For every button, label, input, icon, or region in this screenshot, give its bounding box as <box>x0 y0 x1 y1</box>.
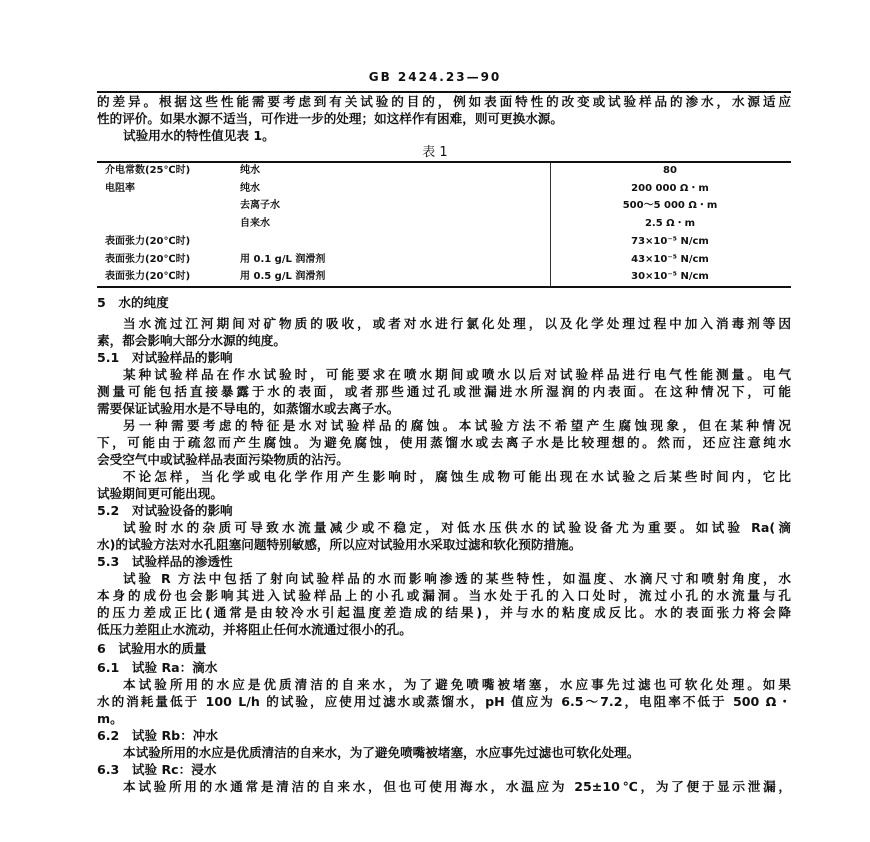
value-cell: 73×10⁻⁵ N/cm <box>631 236 709 247</box>
standard-number-header: GB 2424.23—90 <box>368 70 502 84</box>
paragraph-line: 需要保证试验用水是不导电的，如蒸馏水或去离子水。 <box>97 401 400 416</box>
paragraph-line: 性的评价。如果水源不适当，可作进一步的处理；如这样作有困难，则可更换水源。 <box>97 111 563 126</box>
table-bottom-rule <box>97 286 791 288</box>
paragraph-line: 的差异。根据这些性能需要考虑到有关试验的目的，例如表面特性的改变或试验样品的渗水，水源适应 <box>97 94 791 109</box>
value-cell: 2.5 Ω・m <box>644 218 696 229</box>
header-rule <box>97 91 791 93</box>
paragraph-line: 测量可能包括直接暴露于水的表面，或者那些通过孔或泄漏进水所湿润的内表面。在这种情况下，可能 <box>97 384 791 399</box>
paragraph-line: 会受空气中或试验样品表面污染物质的沾污。 <box>97 452 349 467</box>
paragraph-line: 本身的成份也会影响其进入试验样品上的小孔或漏洞。当水处于孔的入口处时，流过小孔的水流量与孔 <box>97 588 791 603</box>
water-cell: 用 0.5 g/L 润滑剂 <box>240 271 326 282</box>
subsection-heading: 5.1 对试验样品的影响 <box>97 350 233 365</box>
paragraph-line: m。 <box>97 711 123 726</box>
paragraph-line: 下，可能由于疏忽而产生腐蚀。为避免腐蚀，使用蒸馏水或去离子水是比较理想的。然而，还应注意纯水 <box>97 435 791 450</box>
subsection-heading: 5.2 对试验设备的影响 <box>97 503 233 518</box>
paragraph-line: 另一种需要考虑的特征是水对试验样品的腐蚀。本试验方法不希望产生腐蚀现象，但在某种情况 <box>123 418 791 433</box>
value-cell: 500～5 000 Ω・m <box>622 200 718 211</box>
value-cell: 43×10⁻⁵ N/cm <box>631 254 709 265</box>
water-cell: 纯水 <box>240 183 260 194</box>
paragraph-line: 试验 R 方法中包括了射向试验样品的水而影响渗透的某些特性，如温度、水滴尺寸和喷射角度，水 <box>123 571 791 586</box>
property-cell: 表面张力(20℃时) <box>105 236 191 247</box>
paragraph-line: 低压力差阻止水流动，并将阻止任何水流通过很小的孔。 <box>97 622 412 637</box>
paragraph-line: 本试验所用的水应是优质清洁的自来水，为了避免喷嘴被堵塞，水应事先过滤也可软化处理。 <box>123 745 640 760</box>
subsection-heading: 6.3 试验 Rc：浸水 <box>97 762 217 777</box>
subsection-heading: 5.3 试验样品的渗透性 <box>97 554 233 569</box>
paragraph-line: 水)的试验方法对水孔阻塞问题特别敏感，所以应对试验用水采取过滤和软化预防措施。 <box>97 537 582 552</box>
value-cell: 30×10⁻⁵ N/cm <box>631 271 709 282</box>
water-cell: 自来水 <box>240 218 270 229</box>
table-caption: 表 1 <box>422 145 448 160</box>
paragraph-line: 不论怎样，当化学或电化学作用产生影响时，腐蚀生成物可能出现在水试验之后某些时间内，它比 <box>123 469 791 484</box>
section-heading: 5 水的纯度 <box>97 295 169 310</box>
property-cell: 介电常数(25℃时) <box>105 165 191 176</box>
subsection-heading: 6.2 试验 Rb：冲水 <box>97 728 218 743</box>
paragraph-line: 试验时水的杂质可导致水流量减少或不稳定，对低水压供水的试验设备尤为重要。如试验 Ra(滴 <box>123 520 791 535</box>
paragraph-line: 某种试验样品在作水试验时，可能要求在喷水期间或喷水以后对试验样品进行电气性能测量。电气 <box>123 367 791 382</box>
water-cell: 去离子水 <box>240 200 280 211</box>
value-cell: 80 <box>663 165 677 176</box>
paragraph-line: 的压力差成正比(通常是由较冷水引起温度差造成的结果)，并与水的粘度成反比。水的表面张力将会降 <box>97 605 791 620</box>
paragraph-line: 试验期间更可能出现。 <box>97 486 223 501</box>
property-cell: 表面张力(20℃时) <box>105 254 191 265</box>
table-top-rule <box>97 161 791 163</box>
water-cell: 纯水 <box>240 165 260 176</box>
paragraph-line: 本试验所用的水应是优质清洁的自来水，为了避免喷嘴被堵塞，水应事先过滤也可软化处理。如果 <box>123 677 791 692</box>
value-cell: 200 000 Ω・m <box>631 183 709 194</box>
paragraph-line: 试验用水的特性值见表 1。 <box>123 128 275 143</box>
section-heading: 6 试验用水的质量 <box>97 641 207 656</box>
property-cell: 电阻率 <box>105 183 135 194</box>
paragraph-line: 素，都会影响大部分水源的纯度。 <box>97 333 286 348</box>
paragraph-line: 本试验所用的水通常是清洁的自来水，但也可使用海水，水温应为 25±10℃，为了便于显示泄漏， <box>123 779 791 794</box>
paragraph-line: 水的消耗量低于 100 L/h 的试验，应使用过滤水或蒸馏水，pH 值应为 6.5～7.2，电阻率不低于 500 Ω・ <box>97 694 791 709</box>
property-cell: 表面张力(20℃时) <box>105 271 191 282</box>
subsection-heading: 6.1 试验 Ra：滴水 <box>97 660 218 675</box>
water-cell: 用 0.1 g/L 润滑剂 <box>240 254 326 265</box>
paragraph-line: 当水流过江河期间对矿物质的吸收，或者对水进行氯化处理，以及化学处理过程中加入消毒剂等因 <box>123 316 791 331</box>
